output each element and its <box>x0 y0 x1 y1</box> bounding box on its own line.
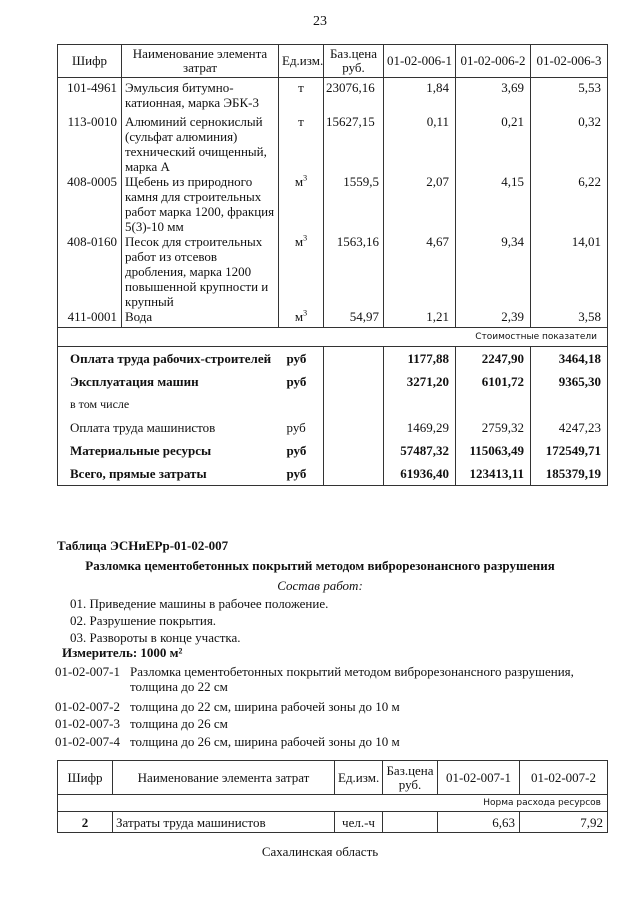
table-row <box>58 78 608 115</box>
measure-unit: Измеритель: 1000 м² <box>62 645 183 660</box>
variant-code: 01-02-007-1 <box>55 664 120 679</box>
row-price: 1559,5 <box>324 174 384 234</box>
row-value-1: 0,11 <box>384 114 456 174</box>
table-header-row <box>58 761 608 795</box>
variant-text: толщина до 22 см, ширина рабочей зоны до 10 м <box>130 699 400 714</box>
header-price: Баз.цена руб. <box>383 761 438 795</box>
norm-caption-row <box>58 795 608 812</box>
variant-text: Разломка цементобетонных покрытий методом виброрезонансного разрушения, толщина до 22 см <box>130 664 574 694</box>
row-value-2: 2,39 <box>456 309 531 328</box>
cost-label: Материальные ресурсы <box>58 439 279 462</box>
row-unit: $м^3$ <box>279 309 324 328</box>
cost-value-1: 57487,32 <box>384 439 456 462</box>
cost-unit: руб <box>279 370 324 393</box>
cost-price <box>324 347 384 371</box>
row-value-3: 0,32 <box>531 114 608 174</box>
cost-value-3: 3464,18 <box>531 347 608 371</box>
cost-label: Оплата труда рабочих-строителей <box>58 347 279 371</box>
cost-unit: руб <box>279 347 324 371</box>
row-value-3: 3,58 <box>531 309 608 328</box>
cost-value-1: 1177,88 <box>384 347 456 371</box>
page-footer-region: Сахалинская область <box>261 844 379 859</box>
row-value-2: 9,34 <box>456 234 531 309</box>
row-code: 101-4961 <box>58 78 122 115</box>
row-unit: т <box>279 114 324 174</box>
row-value-1: 6,63 <box>438 812 520 833</box>
cost-value-2: 2759,32 <box>456 416 531 439</box>
row-value-2: 7,92 <box>520 812 608 833</box>
variant-code: 01-02-007-2 <box>55 699 120 714</box>
header-variant-1: 01-02-007-1 <box>438 761 520 795</box>
row-unit: $м^3$ <box>279 174 324 234</box>
row-value-2: 4,15 <box>456 174 531 234</box>
norm-caption: Норма расхода ресурсов <box>58 795 608 812</box>
header-variant-1: 01-02-006-1 <box>384 45 456 78</box>
cost-unit: руб <box>279 416 324 439</box>
row-value-3: 6,22 <box>531 174 608 234</box>
header-unit: Ед.изм. <box>335 761 383 795</box>
cost-row <box>58 347 608 371</box>
cost-price <box>324 370 384 393</box>
cost-value-3: 185379,19 <box>531 462 608 486</box>
table-row <box>58 309 608 328</box>
row-price: 1563,16 <box>324 234 384 309</box>
cost-value-3: 4247,23 <box>531 416 608 439</box>
cost-row <box>58 439 608 462</box>
cost-value-3: 172549,71 <box>531 439 608 462</box>
row-code: 2 <box>58 812 113 833</box>
header-variant-3: 01-02-006-3 <box>531 45 608 78</box>
header-variant-2: 01-02-007-2 <box>520 761 608 795</box>
table-row <box>58 174 608 234</box>
resources-table-01-02-006 <box>57 44 608 486</box>
row-name: Эмульсия битумно-катионная, марка ЭБК-3 <box>122 78 279 115</box>
cost-value-2: 115063,49 <box>456 439 531 462</box>
page-number: 23 <box>313 14 327 29</box>
cost-label: в том числе <box>58 393 279 416</box>
row-name: Вода <box>122 309 279 328</box>
table-row <box>58 234 608 309</box>
cost-value-1 <box>384 393 456 416</box>
variant-item <box>55 699 590 715</box>
cost-value-3: 9365,30 <box>531 370 608 393</box>
row-unit: чел.-ч <box>335 812 383 833</box>
variant-item <box>55 734 590 750</box>
header-variant-2: 01-02-006-2 <box>456 45 531 78</box>
row-price: 54,97 <box>324 309 384 328</box>
variant-code: 01-02-007-3 <box>55 716 120 731</box>
work-step: 02. Разрушение покрытия. <box>70 613 217 628</box>
row-price: 23076,16 <box>324 78 384 115</box>
row-code: 408-0005 <box>58 174 122 234</box>
works-label: Состав работ: <box>277 578 363 593</box>
row-code: 113-0010 <box>58 114 122 174</box>
variant-text: толщина до 26 см <box>130 716 228 731</box>
cost-row <box>58 416 608 439</box>
row-name: Песок для строительных работ из отсевов дробления, марка 1200 повышенной крупности и крупный <box>122 234 279 309</box>
variant-code: 01-02-007-4 <box>55 734 120 749</box>
header-name: Наименование элемента затрат <box>122 45 279 78</box>
work-step: 01. Приведение машины в рабочее положение. <box>70 596 329 611</box>
row-unit: т <box>279 78 324 115</box>
cost-price <box>324 462 384 486</box>
row-name: Затраты труда машинистов <box>113 812 335 833</box>
row-code: 411-0001 <box>58 309 122 328</box>
cost-label: Оплата труда машинистов <box>58 416 279 439</box>
row-value-1: 2,07 <box>384 174 456 234</box>
table-subtitle: Разломка цементобетонных покрытий методом виброрезонансного разрушения <box>85 558 555 573</box>
header-code: Шифр <box>58 761 113 795</box>
header-name: Наименование элемента затрат <box>113 761 335 795</box>
row-name: Алюминий сернокислый (сульфат алюминия) технический очищенный, марка А <box>122 114 279 174</box>
row-code: 408-0160 <box>58 234 122 309</box>
row-price: 15627,15 <box>324 114 384 174</box>
table-header-row <box>58 45 608 78</box>
cost-value-2 <box>456 393 531 416</box>
table-row <box>58 812 608 833</box>
cost-caption: Стоимостные показатели <box>58 328 608 347</box>
row-value-1: 1,84 <box>384 78 456 115</box>
resources-table-01-02-007 <box>57 760 608 833</box>
work-step: 03. Развороты в конце участка. <box>70 630 241 645</box>
cost-value-1: 61936,40 <box>384 462 456 486</box>
cost-unit: руб <box>279 462 324 486</box>
header-price: Баз.цена руб. <box>324 45 384 78</box>
cost-label: Всего, прямые затраты <box>58 462 279 486</box>
cost-value-2: 123413,11 <box>456 462 531 486</box>
cost-price <box>324 439 384 462</box>
variant-item <box>55 716 590 732</box>
cost-value-2: 6101,72 <box>456 370 531 393</box>
cost-row <box>58 370 608 393</box>
cost-caption-row <box>58 328 608 347</box>
cost-label: Эксплуатация машин <box>58 370 279 393</box>
header-code: Шифр <box>58 45 122 78</box>
row-value-2: 3,69 <box>456 78 531 115</box>
cost-value-2: 2247,90 <box>456 347 531 371</box>
row-value-3: 14,01 <box>531 234 608 309</box>
cost-unit <box>279 393 324 416</box>
cost-price <box>324 393 384 416</box>
header-unit: Ед.изм. <box>279 45 324 78</box>
row-value-1: 1,21 <box>384 309 456 328</box>
cost-value-1: 1469,29 <box>384 416 456 439</box>
row-price <box>383 812 438 833</box>
cost-value-3 <box>531 393 608 416</box>
row-unit: $м^3$ <box>279 234 324 309</box>
cost-price <box>324 416 384 439</box>
row-value-2: 0,21 <box>456 114 531 174</box>
cost-value-1: 3271,20 <box>384 370 456 393</box>
row-value-1: 4,67 <box>384 234 456 309</box>
cost-row <box>58 462 608 486</box>
row-value-3: 5,53 <box>531 78 608 115</box>
table-row <box>58 114 608 174</box>
row-name: Щебень из природного камня для строительных работ марка 1200, фракция 5(3)-10 мм <box>122 174 279 234</box>
table-title: Таблица ЭСНиЕРр-01-02-007 <box>57 538 229 553</box>
cost-row <box>58 393 608 416</box>
variant-item <box>55 664 590 694</box>
cost-unit: руб <box>279 439 324 462</box>
variant-text: толщина до 26 см, ширина рабочей зоны до 10 м <box>130 734 400 749</box>
